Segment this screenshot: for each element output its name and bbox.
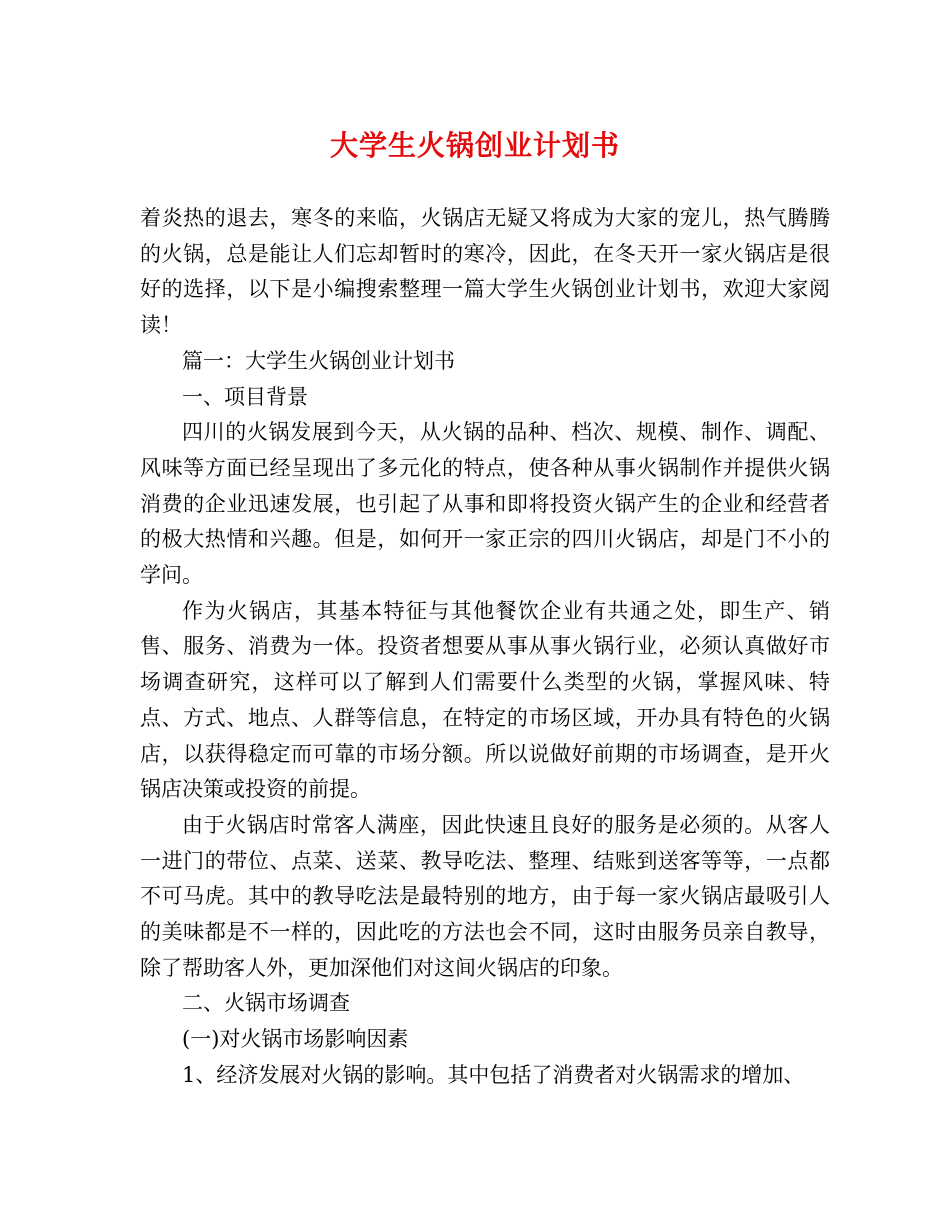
document-body	[140, 201, 830, 1094]
paragraph-market-research: 作为火锅店，其基本特征与其他餐饮企业有共通之处，即生产、销售、服务、消费为一体。投资者想要从事从事火锅行业，必须认真做好市场调查研究，这样可以了解到人们需要什么类型的火锅，掌握风味、特点、方式、地点、人群等信息，在特定的市场区域，开办具有特色的火锅店，以获得稳定而可靠的市场分额。所以说做好前期的市场调查，是开火锅店决策或投资的前提。	[140, 598, 830, 802]
paragraph-sichuan-hotpot: 四川的火锅发展到今天，从火锅的品种、档次、规模、制作、调配、风味等方面已经呈现出了多元化的特点，使各种从事火锅制作并提供火锅消费的企业迅速发展，也引起了从事和即将投资火锅产生的企业和经营者的极大热情和兴趣。但是，如何开一家正宗的四川火锅店，却是门不小的学问。	[140, 420, 830, 588]
section-heading-background: 一、项目背景	[182, 384, 308, 409]
article-heading: 篇一：大学生火锅创业计划书	[182, 348, 455, 373]
document-title: 大学生火锅创业计划书	[329, 129, 620, 162]
paragraph-service: 由于火锅店时常客人满座，因此快速且良好的服务是必须的。从客人一进门的带位、点菜、送菜、教导吃法、整理、结账到送客等等，一点都不可马虎。其中的教导吃法是最特别的地方，由于每一家火锅店最吸引人的美味都是不一样的，因此吃的方法也会不同，这时由服务员亲自教导，除了帮助客人外，更加深他们对这间火锅店的印象。	[140, 812, 830, 980]
paragraph-economic-impact: 1、经济发展对火锅的影响。其中包括了消费者对火锅需求的增加、	[182, 1062, 805, 1087]
intro-paragraph: 着炎热的退去，寒冬的来临，火锅店无疑又将成为大家的宠儿，热气腾腾的火锅，总是能让人们忘却暂时的寒冷，因此，在冬天开一家火锅店是很好的选择，以下是小编搜索整理一篇大学生火锅创业计划书，欢迎大家阅读！	[140, 206, 830, 338]
section-heading-market-survey: 二、火锅市场调查	[182, 991, 350, 1016]
subsection-heading-factors: (一)对火锅市场影响因素	[182, 1027, 409, 1052]
